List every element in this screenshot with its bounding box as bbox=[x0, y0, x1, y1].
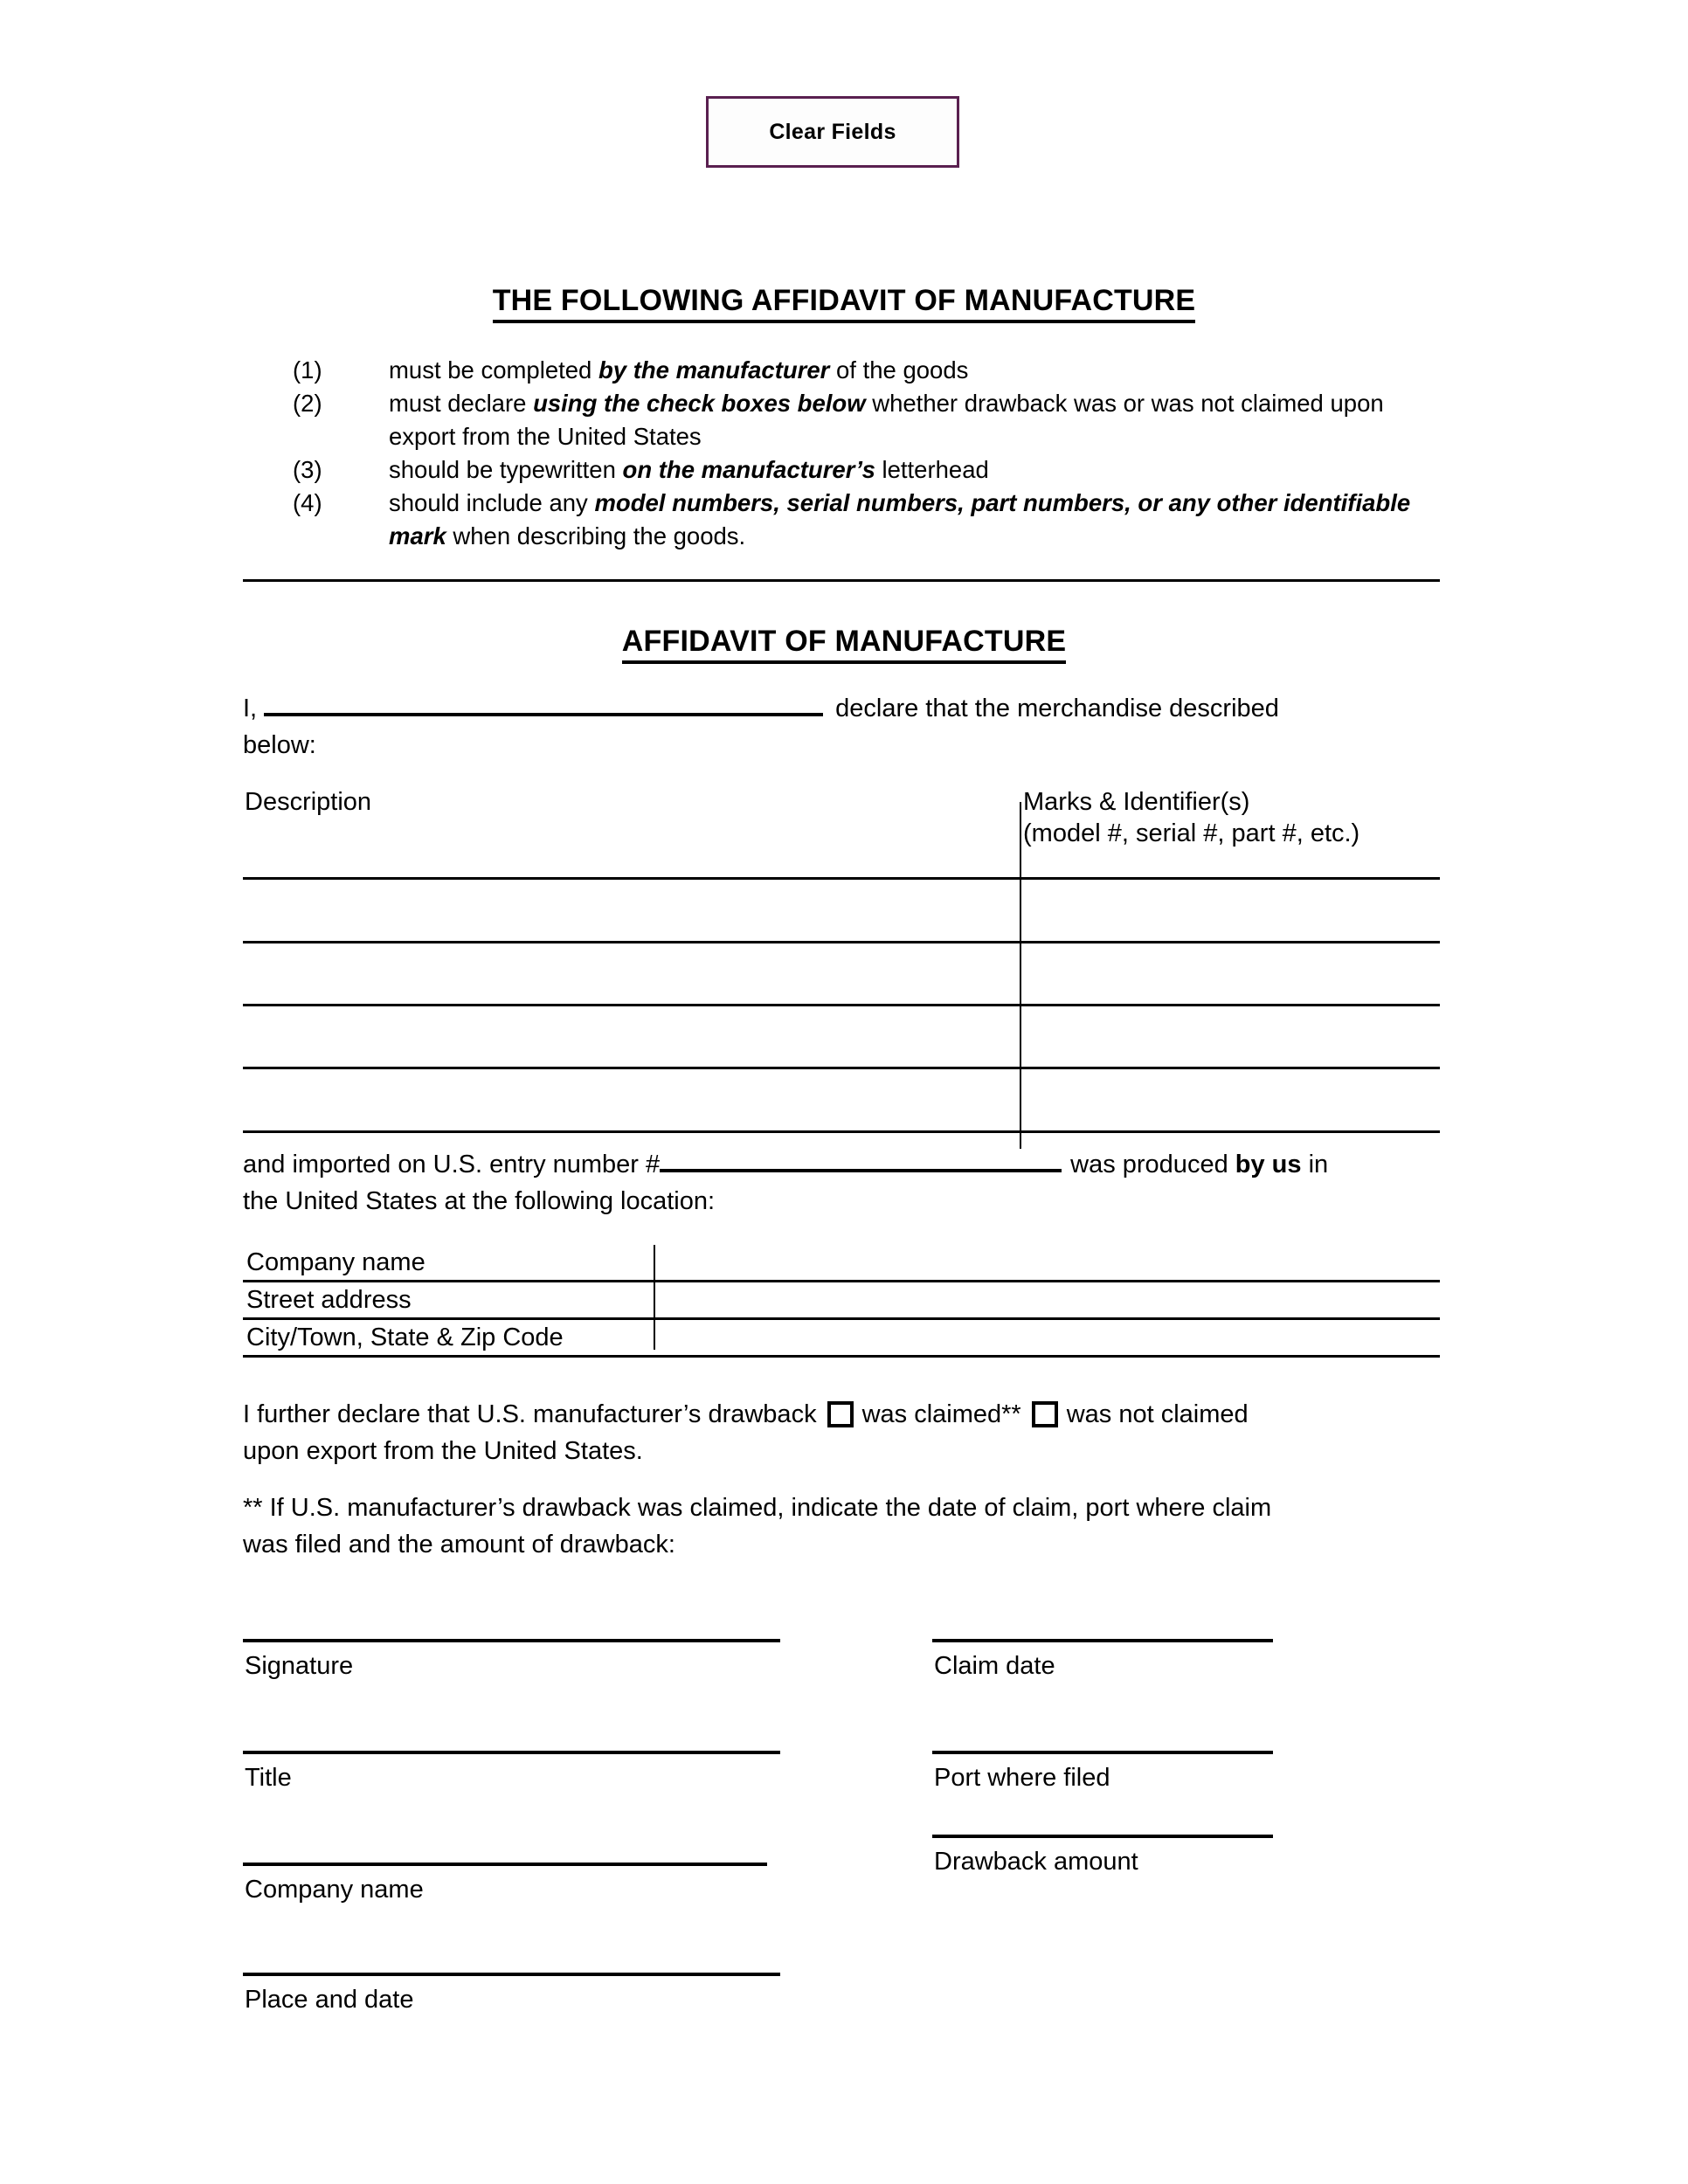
marks-cell-row4[interactable] bbox=[1023, 1067, 1440, 1130]
signature-field-label: Company name bbox=[245, 1876, 424, 1904]
instruction-emphasis: by the manufacturer bbox=[598, 356, 830, 384]
declaration-block bbox=[243, 690, 1466, 764]
checkbox-was-not-claimed[interactable] bbox=[1032, 1401, 1058, 1427]
imported-entry-block bbox=[243, 1146, 1466, 1220]
section-divider-rule bbox=[243, 579, 1440, 582]
instructions-title-text: THE FOLLOWING AFFIDAVIT OF MANUFACTURE bbox=[493, 284, 1196, 323]
imported-entry-line-1 bbox=[243, 1146, 1466, 1183]
instruction-number: (3) bbox=[293, 456, 322, 483]
declarant-name-input[interactable] bbox=[264, 690, 823, 716]
declaration-line-2: below: bbox=[243, 731, 316, 759]
instruction-plain: should include any bbox=[389, 489, 595, 516]
drawback-footnote-line-2: was filed and the amount of drawback: bbox=[243, 1531, 675, 1559]
signature-field-label: Place and date bbox=[245, 1986, 414, 2014]
drawback-lead-label: I further declare that U.S. manufacturer’s drawback bbox=[243, 1400, 817, 1428]
address-table-rows bbox=[243, 1245, 1440, 1358]
signature-field-label: Drawback amount bbox=[934, 1848, 1138, 1876]
in-label: in bbox=[1301, 1151, 1329, 1178]
instruction-item bbox=[293, 354, 1420, 387]
description-cell-row1[interactable] bbox=[243, 877, 1020, 941]
marks-cell-row1[interactable] bbox=[1023, 877, 1440, 941]
drawback-declaration-block bbox=[243, 1396, 1466, 1469]
signature-field-line[interactable] bbox=[932, 1751, 1273, 1754]
checkbox-was-claimed-label: was claimed** bbox=[861, 1400, 1021, 1428]
signature-field-line[interactable] bbox=[243, 1751, 780, 1754]
column-header-description: Description bbox=[245, 788, 372, 816]
instruction-plain: whether drawback was or was not claimed upon export from the United States bbox=[389, 390, 1384, 450]
instruction-plain: should be typewritten bbox=[389, 456, 623, 483]
drawback-footnote-line-1: ** If U.S. manufacturer’s drawback was claimed, indicate the date of claim, port where claim bbox=[243, 1494, 1272, 1522]
column-header-marks-line1: Marks & Identifier(s) bbox=[1023, 788, 1250, 816]
signature-field-line[interactable] bbox=[932, 1835, 1273, 1838]
instructions-title bbox=[0, 284, 1688, 318]
instructions-list bbox=[293, 354, 1420, 553]
drawback-declaration-line-2: upon export from the United States. bbox=[243, 1437, 643, 1465]
instruction-number: (2) bbox=[293, 390, 322, 417]
address-row-input[interactable] bbox=[661, 1247, 1436, 1278]
instruction-text bbox=[389, 453, 1420, 487]
declaration-prefix-label: I, bbox=[243, 695, 258, 722]
instruction-emphasis: model numbers, serial numbers, part numbers, or any other identifiable mark bbox=[389, 489, 1411, 549]
instruction-plain: letterhead bbox=[875, 456, 989, 483]
address-row-input[interactable] bbox=[661, 1284, 1436, 1316]
checkbox-was-claimed[interactable] bbox=[827, 1401, 854, 1427]
instruction-text bbox=[389, 354, 1420, 387]
address-row-label: Company name bbox=[246, 1248, 425, 1276]
description-table-vertical-divider bbox=[1020, 802, 1021, 1149]
affidavit-title-text: AFFIDAVIT OF MANUFACTURE bbox=[622, 625, 1066, 664]
address-row bbox=[243, 1320, 1440, 1358]
address-row-input[interactable] bbox=[661, 1322, 1436, 1353]
signature-field-line[interactable] bbox=[243, 1863, 767, 1866]
entry-number-input[interactable] bbox=[660, 1146, 1062, 1172]
imported-entry-suffix-label bbox=[1070, 1146, 1328, 1183]
marks-cell-row2[interactable] bbox=[1023, 941, 1440, 1004]
signature-field-label: Signature bbox=[245, 1652, 354, 1680]
description-table-header bbox=[243, 786, 1440, 854]
signature-field-line[interactable] bbox=[243, 1639, 780, 1642]
drawback-declaration-line-1 bbox=[243, 1396, 1466, 1433]
instruction-number: (4) bbox=[293, 489, 322, 516]
clear-fields-button-wrapper bbox=[706, 96, 959, 168]
signature-field-line[interactable] bbox=[243, 1973, 780, 1976]
signature-field-label: Port where filed bbox=[934, 1764, 1110, 1792]
address-row bbox=[243, 1282, 1440, 1320]
description-cell-row3[interactable] bbox=[243, 1004, 1020, 1067]
drawback-footnote bbox=[243, 1489, 1466, 1563]
declaration-suffix-label: declare that the merchandise described bbox=[835, 695, 1279, 722]
column-header-marks bbox=[1023, 786, 1359, 849]
instruction-plain: must be completed bbox=[389, 356, 598, 384]
instruction-emphasis: using the check boxes below bbox=[533, 390, 866, 417]
address-row-label: Street address bbox=[246, 1286, 412, 1314]
description-cell-row4[interactable] bbox=[243, 1067, 1020, 1130]
clear-fields-button[interactable]: Clear Fields bbox=[706, 96, 959, 168]
instruction-text bbox=[389, 487, 1420, 553]
produced-label: was produced bbox=[1070, 1151, 1235, 1178]
checkbox-was-not-claimed-label: was not claimed bbox=[1066, 1400, 1249, 1428]
instruction-item bbox=[293, 453, 1420, 487]
instruction-plain: when describing the goods. bbox=[446, 522, 746, 549]
imported-entry-prefix-label: and imported on U.S. entry number # bbox=[243, 1151, 661, 1178]
instruction-number: (1) bbox=[293, 356, 322, 384]
by-us-label: by us bbox=[1235, 1151, 1302, 1178]
address-row-label: City/Town, State & Zip Code bbox=[246, 1324, 564, 1351]
signature-field-label: Claim date bbox=[934, 1652, 1055, 1680]
instruction-plain: must declare bbox=[389, 390, 534, 417]
instruction-item bbox=[293, 387, 1420, 453]
instruction-emphasis: on the manufacturer’s bbox=[622, 456, 875, 483]
signature-field-label: Title bbox=[245, 1764, 292, 1792]
manufacturer-address-table bbox=[243, 1245, 1440, 1358]
column-header-marks-line2: (model #, serial #, part #, etc.) bbox=[1023, 819, 1360, 847]
signature-field-line[interactable] bbox=[932, 1639, 1273, 1642]
declaration-line-1 bbox=[243, 690, 1466, 727]
imported-entry-line-2: the United States at the following location: bbox=[243, 1187, 716, 1215]
description-table-rule-4 bbox=[243, 1130, 1440, 1133]
affidavit-title bbox=[0, 625, 1688, 659]
address-row bbox=[243, 1245, 1440, 1282]
description-table bbox=[243, 786, 1440, 854]
instruction-text bbox=[389, 387, 1420, 453]
marks-cell-row3[interactable] bbox=[1023, 1004, 1440, 1067]
instruction-plain: of the goods bbox=[829, 356, 969, 384]
description-cell-row2[interactable] bbox=[243, 941, 1020, 1004]
instruction-item bbox=[293, 487, 1420, 553]
